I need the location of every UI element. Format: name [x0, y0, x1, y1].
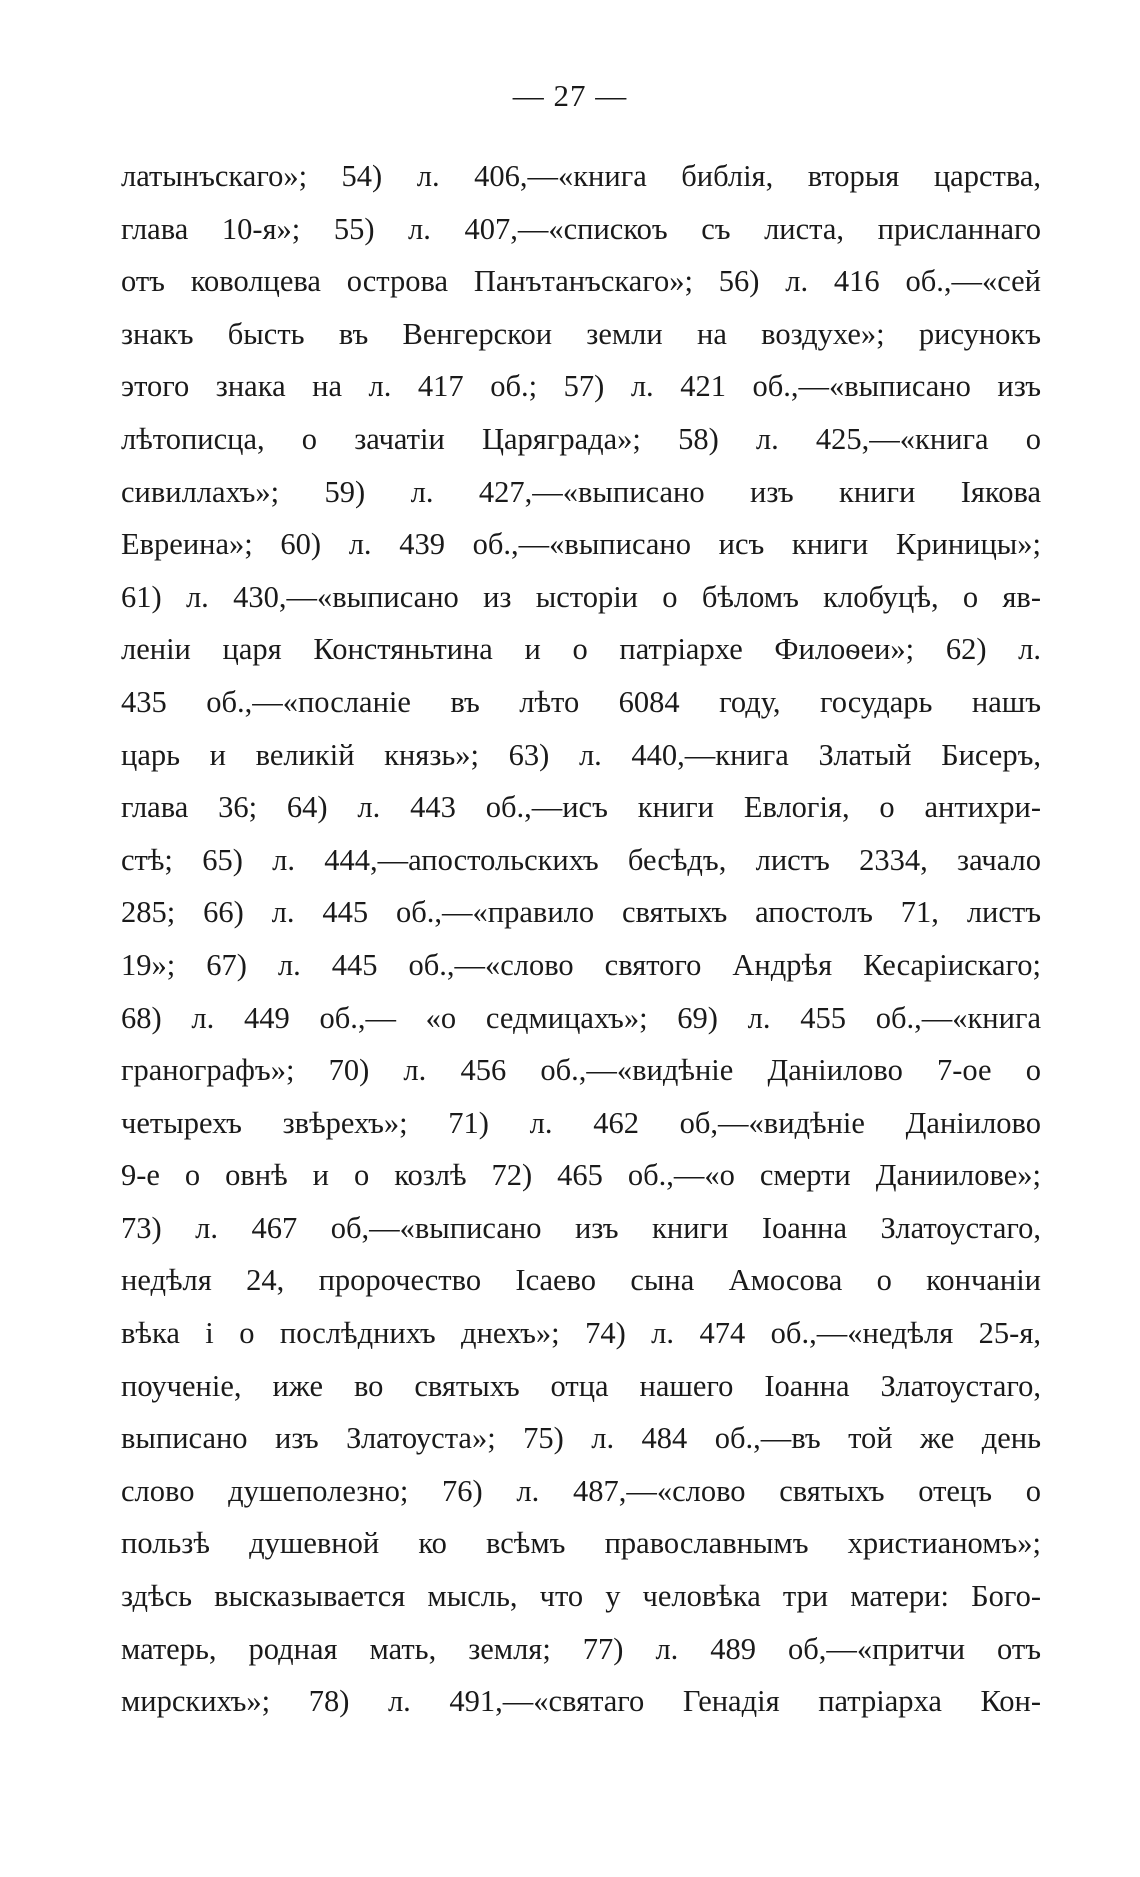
text-line: здѣсь высказывается мысль, что у человѣка три матери: Бого- — [121, 1579, 1041, 1614]
text-line: 19»; 67) л. 445 об.,—«слово святого Андрѣя Кесаріискаго; — [121, 947, 1041, 982]
text-line: 285; 66) л. 445 об.,—«правило святыхъ апостолъ 71, листъ — [121, 895, 1041, 930]
text-line: четырехъ звѣрехъ»; 71) л. 462 об,—«видѣніе Даніилово — [121, 1105, 1041, 1140]
text-line: 73) л. 467 об,—«выписано изъ книги Іоанна Златоустаго, — [121, 1210, 1041, 1245]
text-line: глава 10-я»; 55) л. 407,—«спискоъ съ листа, присланнаго — [121, 211, 1041, 246]
text-line: знакъ бысть въ Венгерскои земли на воздухе»; рисунокъ — [121, 316, 1041, 351]
text-line: вѣка і о послѣднихъ днехъ»; 74) л. 474 об.,—«недѣля 25-я, — [121, 1316, 1041, 1351]
text-line: леніи царя Констяньтина и о патріархе Филоѳеи»; 62) л. — [121, 632, 1041, 667]
text-line: латынъскаго»; 54) л. 406,—«книга библія, вторыя царства, — [121, 159, 1041, 193]
text-line: Евреина»; 60) л. 439 об.,—«выписано исъ книги Криницы»; — [121, 527, 1041, 562]
text-line: 435 об.,—«посланіе въ лѣто 6084 году, государь нашъ — [121, 684, 1041, 719]
text-line: стѣ; 65) л. 444,—апостольскихъ бесѣдъ, листъ 2334, зачало — [121, 842, 1041, 877]
text-line: 61) л. 430,—«выписано из ысторіи о бѣломъ клобуцѣ, о яв- — [121, 579, 1041, 614]
text-line: глава 36; 64) л. 443 об.,—исъ книги Евлогія, о антихри- — [121, 790, 1041, 825]
text-line: лѣтописца, о зачатіи Царяграда»; 58) л. 425,—«книга о — [121, 421, 1041, 456]
text-line: недѣля 24, пророчество Ісаево сына Амосова о кончаніи — [121, 1263, 1041, 1298]
body-text — [121, 150, 1041, 1728]
text-line: слово душеполезно; 76) л. 487,—«слово святыхъ отецъ о — [121, 1473, 1041, 1508]
text-line: матерь, родная мать, земля; 77) л. 489 об,—«притчи отъ — [121, 1631, 1041, 1666]
text-line: царь и великій князь»; 63) л. 440,—книга Златый Бисеръ, — [121, 737, 1041, 772]
text-line: 68) л. 449 об.,— «о седмицахъ»; 69) л. 455 об.,—«книга — [121, 1000, 1041, 1035]
text-line: выписано изъ Златоуста»; 75) л. 484 об.,—въ той же день — [121, 1421, 1041, 1456]
page-number: — 27 — — [512, 78, 628, 113]
text-line: этого знака на л. 417 об.; 57) л. 421 об.,—«выписано изъ — [121, 369, 1041, 404]
text-line: отъ коволцева острова Панътанъскаго»; 56) л. 416 об.,—«сей — [121, 264, 1041, 299]
text-line: пользѣ душевной ко всѣмъ православнымъ христианомъ»; — [121, 1526, 1041, 1561]
text-line: 9-е о овнѣ и о козлѣ 72) 465 об.,—«о смерти Даниилове»; — [121, 1158, 1041, 1193]
text-line: поученіе, иже во святыхъ отца нашего Іоанна Златоустаго, — [121, 1368, 1041, 1403]
text-line: мирскихъ»; 78) л. 491,—«святаго Генадія патріарха Кон- — [121, 1684, 1041, 1719]
text-line: сивиллахъ»; 59) л. 427,—«выписано изъ книги Іякова — [121, 474, 1041, 509]
text-line: гранографъ»; 70) л. 456 об.,—«видѣніе Даніилово 7-ое о — [121, 1053, 1041, 1088]
